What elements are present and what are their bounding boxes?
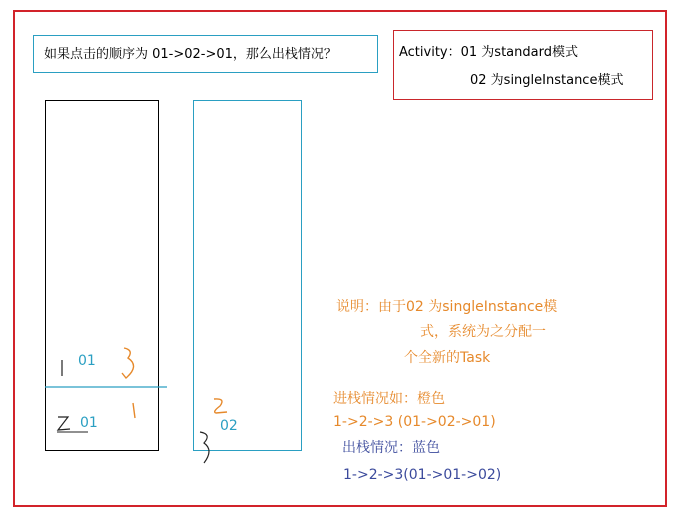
pop-mark-3 xyxy=(200,432,209,463)
stack-a-bottom-label: 01 xyxy=(80,415,98,431)
stack-b-label: 02 xyxy=(220,418,238,434)
pop-mark-2 xyxy=(58,417,70,430)
push-mark-3 xyxy=(122,348,134,378)
push-sequence: 1->2->3 (01->02->01) xyxy=(333,414,496,430)
activity-line-2: 02 为singleInstance模式 xyxy=(470,73,624,88)
activity-line-1: Activity：01 为standard模式 xyxy=(399,45,578,60)
pop-title: 出栈情况：蓝色 xyxy=(342,440,440,456)
pop-sequence: 1->2->3(01->01->02) xyxy=(343,467,502,483)
explanation-line-3: 个全新的Task xyxy=(404,350,491,366)
push-title: 进栈情况如：橙色 xyxy=(333,391,445,407)
push-mark-1 xyxy=(133,403,135,418)
stack-a-top-label: 01 xyxy=(78,353,96,369)
explanation-line-1: 说明：由于02 为singleInstance模 xyxy=(336,299,558,315)
question-text: 如果点击的顺序为 01->02->01，那么出栈情况？ xyxy=(44,47,337,62)
explanation-line-2: 式，系统为之分配一 xyxy=(420,324,546,340)
push-mark-2 xyxy=(214,399,227,413)
